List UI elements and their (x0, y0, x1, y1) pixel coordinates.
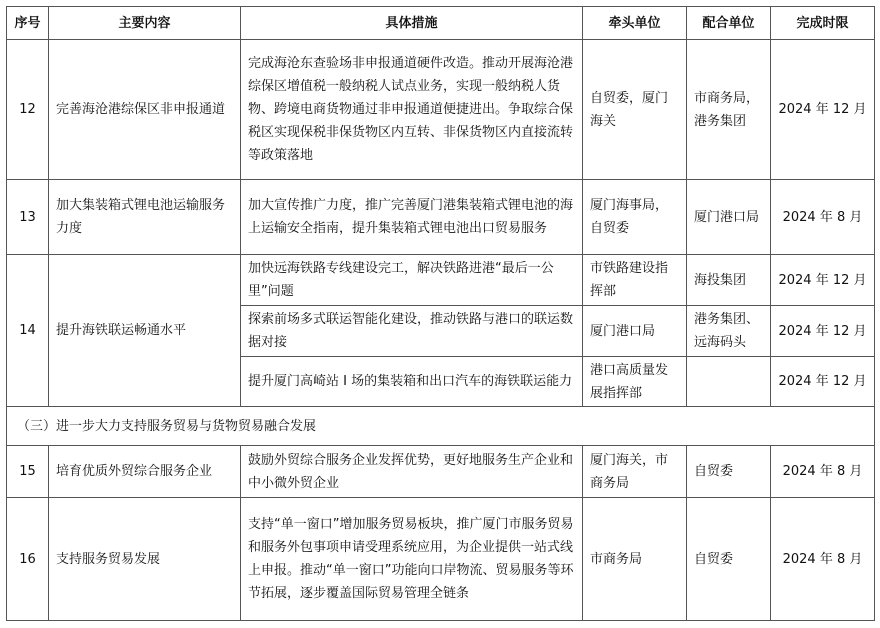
row-measure: 支持“单一窗口”增加服务贸易板块，推广厦门市服务贸易和服务外包事项申请受理系统应用，为企业提供一站式线上申报。推动“单一窗口”功能向口岸物流、贸易服务等环节拓展，逐步覆盖国际贸易管理全链条 (241, 498, 583, 621)
table-row (7, 446, 875, 498)
measures-table (6, 6, 875, 621)
row-partner-unit: 港务集团、远海码头 (687, 306, 771, 357)
row-partner-unit: 自贸委 (687, 446, 771, 498)
row-lead-unit: 港口高质量发展指挥部 (583, 357, 687, 407)
row-partner-unit: 厦门港口局 (687, 180, 771, 255)
row-measure: 加快远海铁路专线建设完工，解决铁路进港“最后一公里”问题 (241, 255, 583, 306)
row-content: 培育优质外贸综合服务企业 (49, 446, 241, 498)
section-row (7, 407, 875, 446)
header-content: 主要内容 (49, 7, 241, 40)
row-measure: 探索前场多式联运智能化建设，推动铁路与港口的联运数据对接 (241, 306, 583, 357)
header-partner-unit: 配合单位 (687, 7, 771, 40)
row-lead-unit: 厦门海关，市商务局 (583, 446, 687, 498)
row-deadline: 2024 年 8 月 (771, 498, 875, 621)
row-deadline: 2024 年 8 月 (771, 180, 875, 255)
row-number: 16 (7, 498, 49, 621)
row-lead-unit: 厦门海事局，自贸委 (583, 180, 687, 255)
row-lead-unit: 市商务局 (583, 498, 687, 621)
row-lead-unit: 市铁路建设指挥部 (583, 255, 687, 306)
row-deadline: 2024 年 12 月 (771, 40, 875, 180)
row-content: 加大集装箱式锂电池运输服务力度 (49, 180, 241, 255)
row-measure: 完成海沧东查验场非申报通道硬件改造。推动开展海沧港综保区增值税一般纳税人试点业务，实现一般纳税人货物、跨境电商货物通过非申报通道便捷进出。争取综合保税区实现保税非保货物区内互转、非保货物区内直接流转等政策落地 (241, 40, 583, 180)
row-measure: 提升厦门高崎站 I 场的集装箱和出口汽车的海铁联运能力 (241, 357, 583, 407)
header-deadline: 完成时限 (771, 7, 875, 40)
row-number: 12 (7, 40, 49, 180)
row-partner-unit: 市商务局，港务集团 (687, 40, 771, 180)
row-content: 支持服务贸易发展 (49, 498, 241, 621)
table-header-row (7, 7, 875, 40)
row-lead-unit: 自贸委，厦门海关 (583, 40, 687, 180)
section-heading: （三）进一步大力支持服务贸易与货物贸易融合发展 (7, 407, 875, 446)
table-row (7, 255, 875, 306)
header-lead-unit: 牵头单位 (583, 7, 687, 40)
row-content: 提升海铁联运畅通水平 (49, 255, 241, 407)
row-deadline: 2024 年 12 月 (771, 306, 875, 357)
row-lead-unit: 厦门港口局 (583, 306, 687, 357)
row-deadline: 2024 年 12 月 (771, 357, 875, 407)
row-partner-unit (687, 357, 771, 407)
row-partner-unit: 自贸委 (687, 498, 771, 621)
row-content: 完善海沧港综保区非申报通道 (49, 40, 241, 180)
table-row (7, 498, 875, 621)
row-deadline: 2024 年 8 月 (771, 446, 875, 498)
header-no: 序号 (7, 7, 49, 40)
row-number: 15 (7, 446, 49, 498)
table-row (7, 180, 875, 255)
row-deadline: 2024 年 12 月 (771, 255, 875, 306)
header-measures: 具体措施 (241, 7, 583, 40)
row-number: 14 (7, 255, 49, 407)
row-partner-unit: 海投集团 (687, 255, 771, 306)
row-measure: 加大宣传推广力度，推广完善厦门港集装箱式锂电池的海上运输安全指南，提升集装箱式锂电池出口贸易服务 (241, 180, 583, 255)
row-measure: 鼓励外贸综合服务企业发挥优势，更好地服务生产企业和中小微外贸企业 (241, 446, 583, 498)
row-number: 13 (7, 180, 49, 255)
table-row (7, 40, 875, 180)
